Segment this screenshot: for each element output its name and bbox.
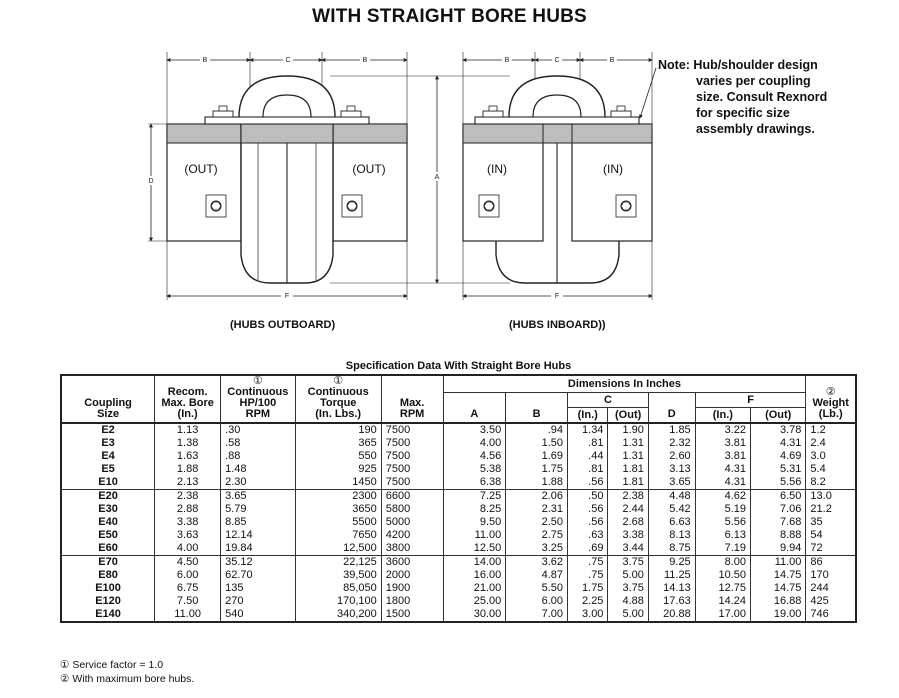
dim-b-label: B bbox=[362, 57, 368, 64]
cell-rpm: 7500 bbox=[381, 437, 443, 450]
note-line: size. Consult Rexnord bbox=[696, 90, 828, 104]
cell-f-in: 4.31 bbox=[695, 463, 750, 476]
cell-b: 4.87 bbox=[506, 569, 568, 582]
th-torque: ① Continuous Torque (In. Lbs.) bbox=[295, 375, 381, 423]
cell-bore: 2.88 bbox=[155, 503, 221, 516]
cell-c-out: 2.68 bbox=[608, 516, 648, 529]
cell-c-out: 2.44 bbox=[608, 503, 648, 516]
cell-f-in: 3.22 bbox=[695, 423, 750, 437]
cell-rpm: 1900 bbox=[381, 582, 443, 595]
cell-f-out: 4.69 bbox=[751, 450, 806, 463]
cell-rpm: 7500 bbox=[381, 450, 443, 463]
cell-bore: 4.50 bbox=[155, 556, 221, 570]
cell-f-out: 14.75 bbox=[751, 569, 806, 582]
cell-wt: 8.2 bbox=[806, 476, 856, 490]
cell-wt: 21.2 bbox=[806, 503, 856, 516]
cell-size: E60 bbox=[61, 542, 155, 556]
cell-c-in: .56 bbox=[568, 476, 608, 490]
cell-a: 8.25 bbox=[443, 503, 506, 516]
cell-f-out: 7.68 bbox=[751, 516, 806, 529]
cell-rpm: 2000 bbox=[381, 569, 443, 582]
table-row bbox=[61, 437, 856, 450]
cell-a: 3.50 bbox=[443, 423, 506, 437]
th-d: D bbox=[648, 393, 695, 424]
th-f-out: (Out) bbox=[751, 408, 806, 424]
cell-size: E5 bbox=[61, 463, 155, 476]
cell-a: 4.00 bbox=[443, 437, 506, 450]
cell-size: E70 bbox=[61, 556, 155, 570]
cell-d: 14.13 bbox=[648, 582, 695, 595]
cell-d: 9.25 bbox=[648, 556, 695, 570]
cell-c-in: .63 bbox=[568, 529, 608, 542]
cell-torque: 1450 bbox=[295, 476, 381, 490]
cell-size: E30 bbox=[61, 503, 155, 516]
cell-f-out: 4.31 bbox=[751, 437, 806, 450]
dim-a-label: A bbox=[434, 174, 440, 181]
cell-size: E50 bbox=[61, 529, 155, 542]
th-c-out: (Out) bbox=[608, 408, 648, 424]
cell-size: E120 bbox=[61, 595, 155, 608]
dim-c-label: C bbox=[554, 57, 560, 64]
cell-f-out: 6.50 bbox=[751, 490, 806, 504]
table-row bbox=[61, 503, 856, 516]
cell-f-out: 9.94 bbox=[751, 542, 806, 556]
cell-b: 1.88 bbox=[506, 476, 568, 490]
cell-d: 2.60 bbox=[648, 450, 695, 463]
page-title: WITH STRAIGHT BORE HUBS bbox=[312, 6, 587, 27]
cell-f-in: 5.19 bbox=[695, 503, 750, 516]
cell-c-in: 1.34 bbox=[568, 423, 608, 437]
cell-a: 11.00 bbox=[443, 529, 506, 542]
th-weight: ② Weight (Lb.) bbox=[806, 375, 856, 423]
cell-bore: 2.38 bbox=[155, 490, 221, 504]
cell-c-in: .44 bbox=[568, 450, 608, 463]
cell-c-out: 1.31 bbox=[608, 437, 648, 450]
cell-bore: 7.50 bbox=[155, 595, 221, 608]
cell-torque: 7650 bbox=[295, 529, 381, 542]
cell-d: 11.25 bbox=[648, 569, 695, 582]
cell-c-in: .56 bbox=[568, 503, 608, 516]
table-row bbox=[61, 556, 856, 570]
cell-c-in: .50 bbox=[568, 490, 608, 504]
cell-f-out: 19.00 bbox=[751, 608, 806, 622]
cell-f-out: 7.06 bbox=[751, 503, 806, 516]
cell-bore: 1.13 bbox=[155, 423, 221, 437]
dim-d-label: D bbox=[148, 178, 154, 185]
cell-rpm: 7500 bbox=[381, 476, 443, 490]
cell-bore: 4.00 bbox=[155, 542, 221, 556]
caption-hubs-inboard: (HUBS INBOARD)) bbox=[509, 319, 606, 331]
cell-a: 6.38 bbox=[443, 476, 506, 490]
cell-bore: 1.88 bbox=[155, 463, 221, 476]
cell-hp: 540 bbox=[221, 608, 295, 622]
cell-rpm: 3600 bbox=[381, 556, 443, 570]
cell-rpm: 7500 bbox=[381, 463, 443, 476]
cell-torque: 39,500 bbox=[295, 569, 381, 582]
cell-f-in: 12.75 bbox=[695, 582, 750, 595]
cell-c-out: 3.75 bbox=[608, 556, 648, 570]
table-row bbox=[61, 423, 856, 437]
cell-hp: .58 bbox=[221, 437, 295, 450]
table-title: Specification Data With Straight Bore Hubs bbox=[345, 360, 572, 372]
cell-b: 2.31 bbox=[506, 503, 568, 516]
cell-b: 1.69 bbox=[506, 450, 568, 463]
cell-size: E4 bbox=[61, 450, 155, 463]
cell-c-out: 4.88 bbox=[608, 595, 648, 608]
cell-rpm: 7500 bbox=[381, 423, 443, 437]
cell-c-out: 1.31 bbox=[608, 450, 648, 463]
table-row bbox=[61, 569, 856, 582]
cell-hp: 3.65 bbox=[221, 490, 295, 504]
cell-bore: 6.75 bbox=[155, 582, 221, 595]
cell-b: 2.06 bbox=[506, 490, 568, 504]
cell-a: 12.50 bbox=[443, 542, 506, 556]
cell-rpm: 3800 bbox=[381, 542, 443, 556]
cell-a: 25.00 bbox=[443, 595, 506, 608]
dim-f-label: F bbox=[284, 293, 290, 300]
cell-bore: 3.63 bbox=[155, 529, 221, 542]
cell-f-out: 14.75 bbox=[751, 582, 806, 595]
cell-f-out: 3.78 bbox=[751, 423, 806, 437]
cell-a: 16.00 bbox=[443, 569, 506, 582]
cell-b: 1.50 bbox=[506, 437, 568, 450]
cell-c-out: 2.38 bbox=[608, 490, 648, 504]
cell-torque: 85,050 bbox=[295, 582, 381, 595]
cell-d: 8.13 bbox=[648, 529, 695, 542]
th-max-bore: Recom. Max. Bore (In.) bbox=[155, 375, 221, 423]
cell-b: 5.50 bbox=[506, 582, 568, 595]
cell-b: .94 bbox=[506, 423, 568, 437]
th-a: A bbox=[443, 393, 506, 424]
cell-wt: 35 bbox=[806, 516, 856, 529]
design-note bbox=[658, 57, 827, 137]
th-c: C bbox=[568, 393, 649, 408]
table-row bbox=[61, 595, 856, 608]
dim-f-label: F bbox=[554, 293, 560, 300]
th-f: F bbox=[695, 393, 806, 408]
cell-rpm: 1800 bbox=[381, 595, 443, 608]
cell-wt: 86 bbox=[806, 556, 856, 570]
cell-d: 1.85 bbox=[648, 423, 695, 437]
cell-rpm: 4200 bbox=[381, 529, 443, 542]
cell-rpm: 5800 bbox=[381, 503, 443, 516]
cell-b: 3.25 bbox=[506, 542, 568, 556]
cell-rpm: 6600 bbox=[381, 490, 443, 504]
cell-f-in: 4.31 bbox=[695, 476, 750, 490]
cell-bore: 6.00 bbox=[155, 569, 221, 582]
cell-torque: 22,125 bbox=[295, 556, 381, 570]
cell-c-in: .75 bbox=[568, 556, 608, 570]
cell-hp: .30 bbox=[221, 423, 295, 437]
cell-wt: 13.0 bbox=[806, 490, 856, 504]
cell-f-out: 5.31 bbox=[751, 463, 806, 476]
cell-hp: .88 bbox=[221, 450, 295, 463]
cell-c-out: 5.00 bbox=[608, 569, 648, 582]
cell-b: 2.50 bbox=[506, 516, 568, 529]
cell-hp: 19.84 bbox=[221, 542, 295, 556]
cell-a: 7.25 bbox=[443, 490, 506, 504]
note-line: assembly drawings. bbox=[696, 122, 815, 136]
cell-size: E2 bbox=[61, 423, 155, 437]
cell-d: 20.88 bbox=[648, 608, 695, 622]
cell-f-out: 5.56 bbox=[751, 476, 806, 490]
cell-rpm: 5000 bbox=[381, 516, 443, 529]
cell-hp: 35.12 bbox=[221, 556, 295, 570]
cell-wt: 746 bbox=[806, 608, 856, 622]
cell-c-in: .56 bbox=[568, 516, 608, 529]
cell-torque: 2300 bbox=[295, 490, 381, 504]
cell-hp: 8.85 bbox=[221, 516, 295, 529]
cell-bore: 3.38 bbox=[155, 516, 221, 529]
cell-torque: 190 bbox=[295, 423, 381, 437]
th-c-in: (In.) bbox=[568, 408, 608, 424]
caption-hubs-outboard: (HUBS OUTBOARD) bbox=[230, 319, 336, 331]
cell-rpm: 1500 bbox=[381, 608, 443, 622]
cell-torque: 5500 bbox=[295, 516, 381, 529]
cell-hp: 62.70 bbox=[221, 569, 295, 582]
cell-c-in: .69 bbox=[568, 542, 608, 556]
cell-c-out: 3.44 bbox=[608, 542, 648, 556]
th-dimensions: Dimensions In Inches bbox=[443, 375, 806, 393]
cell-f-out: 16.88 bbox=[751, 595, 806, 608]
table-row bbox=[61, 490, 856, 504]
table-row bbox=[61, 529, 856, 542]
cell-c-out: 1.90 bbox=[608, 423, 648, 437]
cell-f-out: 8.88 bbox=[751, 529, 806, 542]
cell-f-in: 8.00 bbox=[695, 556, 750, 570]
cell-b: 2.75 bbox=[506, 529, 568, 542]
cell-size: E40 bbox=[61, 516, 155, 529]
spec-table bbox=[60, 374, 857, 623]
hub-in-label: (IN) bbox=[603, 162, 623, 176]
table-row bbox=[61, 608, 856, 622]
cell-c-in: .81 bbox=[568, 437, 608, 450]
cell-torque: 550 bbox=[295, 450, 381, 463]
cell-b: 1.75 bbox=[506, 463, 568, 476]
cell-c-out: 1.81 bbox=[608, 476, 648, 490]
table-row bbox=[61, 450, 856, 463]
cell-f-in: 3.81 bbox=[695, 437, 750, 450]
cell-size: E80 bbox=[61, 569, 155, 582]
table-row bbox=[61, 476, 856, 490]
cell-torque: 170,100 bbox=[295, 595, 381, 608]
note-line: for specific size bbox=[696, 106, 790, 120]
inboard-figure bbox=[463, 52, 656, 300]
cell-f-in: 4.62 bbox=[695, 490, 750, 504]
cell-c-in: .81 bbox=[568, 463, 608, 476]
hub-out-label: (OUT) bbox=[184, 162, 218, 176]
cell-hp: 270 bbox=[221, 595, 295, 608]
cell-c-in: 2.25 bbox=[568, 595, 608, 608]
table-row bbox=[61, 463, 856, 476]
cell-hp: 1.48 bbox=[221, 463, 295, 476]
cell-size: E20 bbox=[61, 490, 155, 504]
th-f-in: (In.) bbox=[695, 408, 750, 424]
table-row bbox=[61, 542, 856, 556]
th-b: B bbox=[506, 393, 568, 424]
th-max-rpm: Max. RPM bbox=[381, 375, 443, 423]
th-hp: ① Continuous HP/100 RPM bbox=[221, 375, 295, 423]
footnote: ② With maximum bore hubs. bbox=[60, 673, 195, 685]
cell-f-in: 14.24 bbox=[695, 595, 750, 608]
cell-b: 3.62 bbox=[506, 556, 568, 570]
dim-c-label: C bbox=[285, 57, 291, 64]
cell-bore: 1.38 bbox=[155, 437, 221, 450]
cell-a: 5.38 bbox=[443, 463, 506, 476]
cell-d: 4.48 bbox=[648, 490, 695, 504]
cell-torque: 3650 bbox=[295, 503, 381, 516]
cell-torque: 12,500 bbox=[295, 542, 381, 556]
hub-out-label: (OUT) bbox=[352, 162, 386, 176]
cell-a: 4.56 bbox=[443, 450, 506, 463]
cell-wt: 3.0 bbox=[806, 450, 856, 463]
cell-a: 14.00 bbox=[443, 556, 506, 570]
cell-wt: 72 bbox=[806, 542, 856, 556]
cell-d: 17.63 bbox=[648, 595, 695, 608]
cell-wt: 170 bbox=[806, 569, 856, 582]
cell-d: 2.32 bbox=[648, 437, 695, 450]
cell-torque: 340,200 bbox=[295, 608, 381, 622]
cell-torque: 925 bbox=[295, 463, 381, 476]
cell-size: E140 bbox=[61, 608, 155, 622]
cell-wt: 425 bbox=[806, 595, 856, 608]
cell-wt: 2.4 bbox=[806, 437, 856, 450]
cell-d: 3.65 bbox=[648, 476, 695, 490]
footnotes bbox=[60, 658, 194, 686]
cell-size: E10 bbox=[61, 476, 155, 490]
cell-wt: 1.2 bbox=[806, 423, 856, 437]
cell-hp: 135 bbox=[221, 582, 295, 595]
hub-in-label: (IN) bbox=[487, 162, 507, 176]
cell-b: 6.00 bbox=[506, 595, 568, 608]
cell-c-in: 1.75 bbox=[568, 582, 608, 595]
cell-a: 21.00 bbox=[443, 582, 506, 595]
cell-c-out: 5.00 bbox=[608, 608, 648, 622]
table-row bbox=[61, 582, 856, 595]
footnote: ① Service factor = 1.0 bbox=[60, 659, 164, 671]
note-lead: Note: Hub/shoulder design bbox=[658, 58, 818, 72]
cell-f-in: 5.56 bbox=[695, 516, 750, 529]
dim-b-label: B bbox=[609, 57, 615, 64]
cell-bore: 1.63 bbox=[155, 450, 221, 463]
cell-c-in: 3.00 bbox=[568, 608, 608, 622]
cell-f-in: 10.50 bbox=[695, 569, 750, 582]
dim-b-label: B bbox=[504, 57, 510, 64]
cell-wt: 54 bbox=[806, 529, 856, 542]
dim-b-label: B bbox=[202, 57, 208, 64]
cell-bore: 11.00 bbox=[155, 608, 221, 622]
spec-table-body bbox=[61, 423, 856, 622]
table-row bbox=[61, 516, 856, 529]
cell-size: E3 bbox=[61, 437, 155, 450]
cell-bore: 2.13 bbox=[155, 476, 221, 490]
cell-d: 3.13 bbox=[648, 463, 695, 476]
cell-f-in: 7.19 bbox=[695, 542, 750, 556]
cell-a: 9.50 bbox=[443, 516, 506, 529]
cell-hp: 2.30 bbox=[221, 476, 295, 490]
cell-wt: 5.4 bbox=[806, 463, 856, 476]
cell-d: 6.63 bbox=[648, 516, 695, 529]
cell-c-out: 1.81 bbox=[608, 463, 648, 476]
cell-torque: 365 bbox=[295, 437, 381, 450]
cell-c-in: .75 bbox=[568, 569, 608, 582]
cell-a: 30.00 bbox=[443, 608, 506, 622]
th-coupling-size: Coupling Size bbox=[61, 375, 155, 423]
cell-b: 7.00 bbox=[506, 608, 568, 622]
cell-f-in: 3.81 bbox=[695, 450, 750, 463]
cell-f-out: 11.00 bbox=[751, 556, 806, 570]
cell-d: 5.42 bbox=[648, 503, 695, 516]
cell-hp: 5.79 bbox=[221, 503, 295, 516]
cell-c-out: 3.38 bbox=[608, 529, 648, 542]
cell-c-out: 3.75 bbox=[608, 582, 648, 595]
cell-d: 8.75 bbox=[648, 542, 695, 556]
cell-size: E100 bbox=[61, 582, 155, 595]
outboard-figure bbox=[145, 52, 407, 300]
cell-wt: 244 bbox=[806, 582, 856, 595]
cell-hp: 12.14 bbox=[221, 529, 295, 542]
cell-f-in: 6.13 bbox=[695, 529, 750, 542]
cell-f-in: 17.00 bbox=[695, 608, 750, 622]
note-line: varies per coupling bbox=[696, 74, 811, 88]
